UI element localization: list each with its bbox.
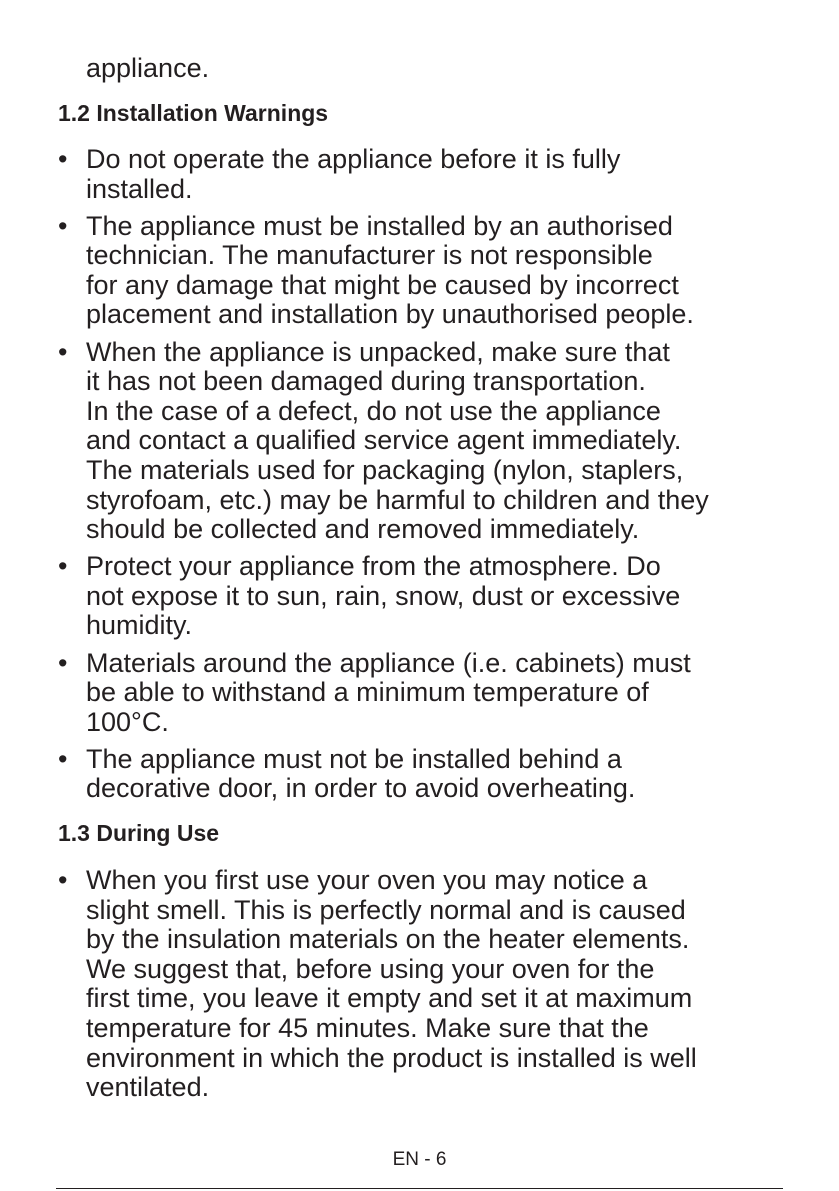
continuation-text: appliance. bbox=[86, 53, 210, 83]
bullet-marker: • bbox=[58, 336, 68, 367]
list-item-line: When you first use your oven you may notice a bbox=[86, 865, 648, 895]
list-item-line: Protect your appliance from the atmosphere. Do bbox=[86, 551, 661, 582]
list-item bbox=[0, 866, 839, 1103]
list-item-line: and contact a qualified service agent immediately. bbox=[86, 425, 682, 456]
list-item-line: first time, you leave it empty and set it at maximum bbox=[86, 983, 693, 1014]
list-item-line: technician. The manufacturer is not responsible bbox=[86, 240, 653, 271]
footer-divider bbox=[56, 1188, 783, 1189]
list-item-line: placement and installation by unauthorised people. bbox=[86, 299, 694, 330]
list-item-line: Do not operate the appliance before it is fully bbox=[86, 144, 621, 174]
section-heading-during-use: 1.3 During Use bbox=[58, 820, 220, 846]
section-heading-installation-warnings: 1.2 Installation Warnings bbox=[58, 100, 329, 126]
bullet-marker: • bbox=[58, 865, 68, 895]
list-item-line: should be collected and removed immediately. bbox=[86, 514, 640, 545]
list-item-line: not expose it to sun, rain, snow, dust or excessive bbox=[86, 580, 681, 611]
list-item-line: In the case of a defect, do not use the appliance bbox=[86, 395, 661, 426]
list-item-line: We suggest that, before using your oven for the bbox=[86, 953, 655, 984]
list-item-line: When the appliance is unpacked, make sure that bbox=[86, 336, 670, 367]
during-use-list bbox=[0, 866, 839, 1110]
list-item bbox=[0, 145, 839, 204]
list-item-line: by the insulation materials on the heater elements. bbox=[86, 924, 690, 955]
list-item bbox=[0, 212, 839, 330]
list-item-line: The appliance must not be installed behind a bbox=[86, 743, 622, 774]
bullet-marker: • bbox=[58, 647, 68, 678]
list-item-line: humidity. bbox=[86, 610, 193, 641]
list-item-line: decorative door, in order to avoid overheating. bbox=[86, 773, 636, 804]
list-item-line: be able to withstand a minimum temperature of bbox=[86, 677, 649, 708]
list-item-line: The appliance must be installed by an authorised bbox=[86, 210, 673, 241]
list-item-line: for any damage that might be caused by incorrect bbox=[86, 269, 679, 300]
list-item bbox=[0, 338, 839, 545]
list-item bbox=[0, 745, 839, 804]
list-item-line: it has not been damaged during transportation. bbox=[86, 366, 646, 397]
bullet-marker: • bbox=[58, 210, 68, 241]
bullet-marker: • bbox=[58, 144, 68, 174]
list-item-line: environment in which the product is installed is well bbox=[86, 1042, 697, 1073]
list-item-line: installed. bbox=[86, 173, 193, 204]
bullet-marker: • bbox=[58, 551, 68, 582]
page-number: EN - 6 bbox=[392, 1149, 447, 1170]
list-item-line: Materials around the appliance (i.e. cabinets) must bbox=[86, 647, 691, 678]
list-item bbox=[0, 552, 839, 641]
list-item-line: The materials used for packaging (nylon, staplers, bbox=[86, 454, 684, 485]
list-item-line: temperature for 45 minutes. Make sure that the bbox=[86, 1012, 649, 1043]
bullet-marker: • bbox=[58, 743, 68, 774]
list-item-line: styrofoam, etc.) may be harmful to children and they bbox=[86, 484, 709, 515]
list-item-line: ventilated. bbox=[86, 1072, 210, 1103]
list-item-line: 100°C. bbox=[86, 706, 169, 737]
list-item-line: slight smell. This is perfectly normal and is caused bbox=[86, 894, 686, 925]
installation-warnings-list bbox=[0, 145, 839, 811]
list-item bbox=[0, 649, 839, 738]
